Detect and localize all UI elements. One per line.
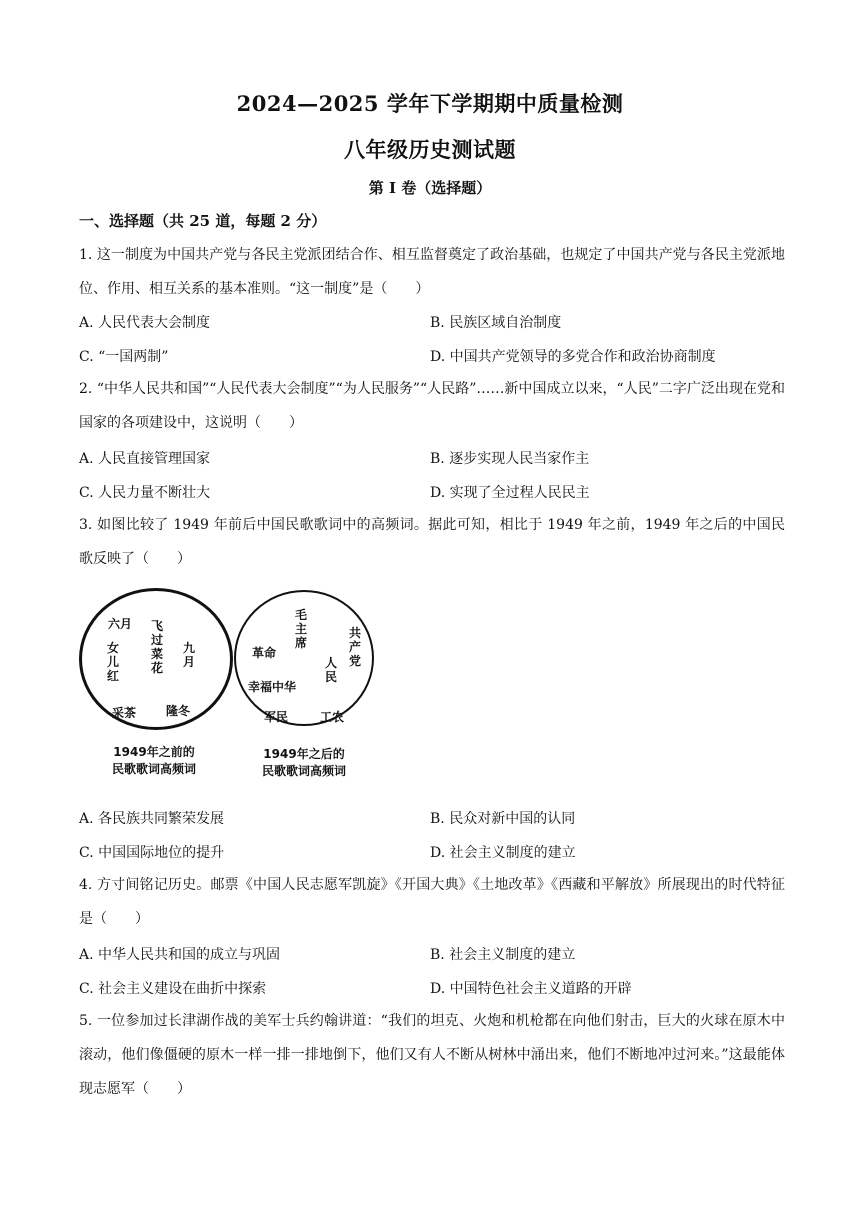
- question-4: [79, 868, 785, 936]
- word-maozhuxi: 毛主席: [294, 608, 307, 650]
- option-b: B. 社会主义制度的建立: [430, 947, 576, 963]
- option-a: A. 人民直接管理国家: [79, 451, 211, 467]
- question-stem: 3. 如图比较了 1949 年前后中国民歌歌词中的高频词。据此可知，相比于 1949 年之前，1949 年之后的中国民歌反映了（ ）: [79, 517, 785, 567]
- option-b: B. 逐步实现人民当家作主: [430, 451, 590, 467]
- question-1: [79, 238, 785, 306]
- question-5: [79, 1004, 785, 1106]
- exam-title: 2024—2025 学年下学期期中质量检测: [236, 91, 624, 116]
- option-c: C. 社会主义建设在曲折中探索: [79, 981, 267, 997]
- volume-heading: 第 I 卷（选择题）: [368, 179, 492, 197]
- word-gongnong: 工农: [320, 710, 345, 724]
- word-geming: 革命: [252, 646, 277, 660]
- word-caicha: 采茶: [112, 706, 137, 720]
- word-jiuyue: 九月: [182, 641, 195, 669]
- question-stem: 4. 方寸间铭记历史。邮票《中国人民志愿军凯旋》《开国大典》《土地改革》《西藏和平解放》所展现出的时代特征是（ ）: [79, 877, 785, 927]
- option-c: C. “一国两制”: [79, 349, 169, 365]
- option-d: D. 中国共产党领导的多党合作和政治协商制度: [430, 349, 716, 365]
- word-longdong: 隆冬: [166, 704, 191, 718]
- word-xingfuzhonghua: 幸福中华: [248, 680, 297, 694]
- option-a: A. 人民代表大会制度: [79, 315, 211, 331]
- question-stem: 1. 这一制度为中国共产党与各民主党派团结合作、相互监督奠定了政治基础，也规定了中国共产党与各民主党派地位、作用、相互关系的基本准则。“这一制度”是（ ）: [79, 247, 785, 297]
- before-1949-caption: 1949年之前的 民歌歌词高频词: [111, 745, 196, 776]
- word-gongchandang: 共产党: [348, 626, 361, 668]
- question-stem: 2. “中华人民共和国”“人民代表大会制度”“为人民服务”“人民路”……新中国成立以来，“人民”二字广泛出现在党和国家的各项建设中，这说明（ ）: [79, 381, 785, 431]
- question-2: [79, 372, 785, 440]
- option-d: D. 实现了全过程人民民主: [430, 485, 590, 501]
- word-junmin: 军民: [264, 710, 289, 724]
- exam-subtitle: 八年级历史测试题: [344, 137, 516, 162]
- option-a: A. 各民族共同繁荣发展: [79, 811, 225, 827]
- question-stem: 5. 一位参加过长津湖作战的美军士兵约翰讲道：“我们的坦克、火炮和机枪都在向他们射击，巨大的火球在原木中滚动，他们像僵硬的原木一样一排一排地倒下，他们又有人不断从树林中涌出来，他们不断地冲过河来。”这最能体现志愿军（ ）: [79, 1013, 785, 1097]
- word-liuyue: 六月: [108, 617, 133, 631]
- option-c: C. 中国国际地位的提升: [79, 845, 225, 861]
- option-b: B. 民众对新中国的认同: [430, 811, 576, 827]
- word-feiguocaihua: 飞过菜花: [150, 619, 163, 675]
- after-1949-caption: 1949年之后的 民歌歌词高频词: [261, 747, 346, 778]
- word-renmin: 人民: [324, 656, 337, 684]
- lyrics-word-figure: [79, 586, 379, 786]
- section-heading: 一、选择题（共 25 道，每题 2 分）: [79, 212, 327, 230]
- word-nverhong: 女儿红: [106, 641, 119, 683]
- after-1949-circle: [234, 590, 374, 726]
- before-1949-circle: [79, 588, 233, 730]
- option-d: D. 社会主义制度的建立: [430, 845, 576, 861]
- option-b: B. 民族区域自治制度: [430, 315, 562, 331]
- question-3: [79, 508, 785, 576]
- option-c: C. 人民力量不断壮大: [79, 485, 211, 501]
- option-a: A. 中华人民共和国的成立与巩固: [79, 947, 281, 963]
- option-d: D. 中国特色社会主义道路的开辟: [430, 981, 632, 997]
